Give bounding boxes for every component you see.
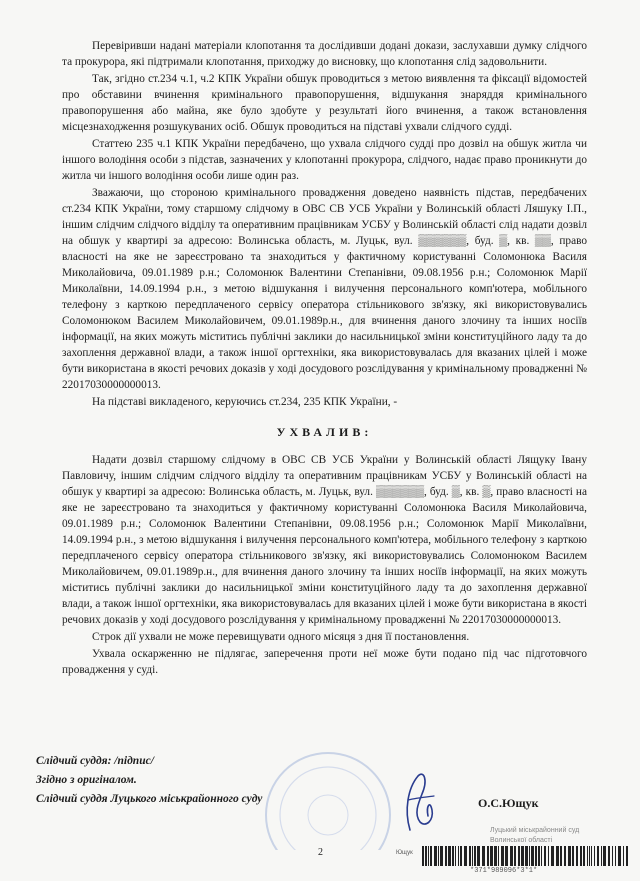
barcode-bar xyxy=(608,846,610,866)
court-stamp-line-1: Луцький міськрайонний суд xyxy=(490,827,580,834)
barcode-bar xyxy=(445,846,447,866)
barcode-bar xyxy=(525,846,528,866)
barcode-bar xyxy=(477,846,480,866)
paragraph-ruling-1: Надати дозвіл старшому слідчому в ОВС СВ УСБ України у Волинській області Лящуку Івану Павловичу, іншим слідчим слідчого відділу та оперативним працівникам УСБУ у Волинській області на обшук у квартирі за адресою: Волинська область, м. Луцьк, вул. ▒▒▒▒▒▒, буд. ▒, кв. ▒, право власності на яке не зареєстровано та знаходиться у фактичному користуванні Соломонюка Василя Миколайовича, 09.01.1989 р.н.; Соломонюк Валентини Степанівни, 09.08.1956 р.н.; Соломонюк Марії Миколаївни, 14.09.1994 р.н., з метою відшукання і вилучення персонального комп'ютера, мобільного телефону з карткою передплаченого сервісу оператора стільникового зв'язку, які використовувались Соломонюком Василем Миколайовичем, 09.01.1989р.н., для вчинення даного злочину та інших носіїв інформації, на яких можуть міститись публічні заклики до насильницької зміни конституційного ладу та до захоплення державної влади, а також іншої оргтехніки, яка використовувалась для вказаних цілей і може бути використана в якості речових доказів у ході досудового розслідування у кримінальному провадженні № 22017030000000013. xyxy=(62,454,587,626)
judge-name: О.С.Ющук xyxy=(478,796,539,810)
handwritten-signature xyxy=(400,770,440,835)
barcode-icon xyxy=(420,846,632,868)
signature-line-certified: Згідно з оригіналом. xyxy=(36,774,137,786)
barcode-bar xyxy=(556,846,559,866)
barcode-bar xyxy=(425,846,427,866)
court-stamp-text xyxy=(490,826,579,846)
page-number: 2 xyxy=(318,847,323,858)
barcode-bar xyxy=(474,846,476,866)
barcode-bar xyxy=(538,846,540,866)
barcode-bar xyxy=(487,846,489,866)
signature-line-court: Слідчий суддя Луцького міськрайонного суду xyxy=(36,793,263,805)
barcode-bar xyxy=(583,846,585,866)
barcode-bar xyxy=(626,846,628,866)
ruling-heading: УХВАЛИВ: xyxy=(276,425,373,439)
barcode-bar xyxy=(482,846,485,866)
barcode-bar xyxy=(430,846,432,866)
barcode-bar xyxy=(623,846,624,866)
paragraph-ruling-2: Строк дії ухвали не може перевищувати одного місяця з дня її постановлення. xyxy=(92,631,470,643)
barcode-bar xyxy=(603,846,606,866)
barcode-bar xyxy=(560,846,562,866)
signature-block xyxy=(36,752,262,809)
court-stamp-line-2: Волинської області xyxy=(490,837,553,844)
barcode-bar xyxy=(589,846,590,866)
barcode-bar xyxy=(612,846,613,866)
barcode-bar xyxy=(452,846,454,866)
paragraph-ruling-3: Ухвала оскарженню не підлягає, заперечення проти неї може бути подано під час підготовчого провадження у суді. xyxy=(62,648,587,676)
barcode-bar xyxy=(518,846,520,866)
barcode-bar xyxy=(529,846,530,866)
barcode-bar xyxy=(458,846,459,866)
barcode-bar xyxy=(464,846,467,866)
barcode-bar xyxy=(597,846,599,866)
barcode-bar xyxy=(448,846,451,866)
court-seal-icon xyxy=(248,745,408,850)
barcode-bar xyxy=(531,846,534,866)
barcode-code: *371*989096*3*1* xyxy=(470,867,538,875)
paragraph-intro-3: Статтею 235 ч.1 КПК України передбачено, що ухвала слідчого судді про дозвіл на обшук житла чи іншого володіння особи з підстав, зазначених у клопотанні прокурора, слідчого, надає право проникнути до житла чи іншого володіння особи лише один раз. xyxy=(62,138,587,182)
barcode-bar xyxy=(434,846,437,866)
barcode-bar xyxy=(494,846,497,866)
barcode-bar xyxy=(428,846,429,866)
barcode-bar xyxy=(460,846,462,866)
barcode-bar xyxy=(576,846,578,866)
paragraph-intro-2: Так, згідно ст.234 ч.1, ч.2 КПК України обшук проводиться з метою виявлення та фіксації відомостей про обставини вчинення кримінального правопорушення, відшукання знаряддя кримінального правопорушення або майна, яке було здобуте у результаті його вчинення, а також встановлення місцезнаходження розшукуваних осіб. Обшук проводиться на підставі ухвали слідчого судді. xyxy=(62,73,587,133)
barcode-bar xyxy=(580,846,582,866)
barcode-bar xyxy=(618,846,621,866)
barcode-bar xyxy=(548,846,549,866)
barcode-bar xyxy=(587,846,588,866)
barcode-bar xyxy=(615,846,616,866)
barcode-bar xyxy=(544,846,546,866)
barcode-bar xyxy=(594,846,595,866)
barcode-bar xyxy=(551,846,554,866)
barcode-bar xyxy=(510,846,513,866)
barcode-bar xyxy=(455,846,456,866)
barcode-bar xyxy=(591,846,592,866)
paragraph-intro-4: Зважаючи, що стороною кримінального провадження доведено наявність підстав, передбачених ст.234 КПК України, тому старшому слідчому в ОВС СВ УСБ України у Волинській області Ляшуку І.П., іншим слідчим слідчого відділу та оперативним працівникам УСБУ у Волинській області слід надати дозвіл на обшук у квартирі за адресою: Волинська область, м. Луцьк, вул. ▒▒▒▒▒▒, буд. ▒, кв. ▒▒, право власності на яке не зареєстровано та знаходиться у фактичному користуванні Соломонюка Василя Миколайовича, 09.01.1989 р.н.; Соломонюк Валентини Степанівни, 09.08.1956 р.н.; Соломонюк Марії Миколаївни, 14.09.1994 р.н., з метою відшукання і вилучення персонального комп'ютера, мобільного телефону з карткою передплаченого сервісу оператора стільникового зв'язку, які використовувались Соломонюком Василем Миколайовичем, 09.01.1989р.н., для вчинення даного злочину та інших носіїв інформації, на яких можуть міститись публічні заклики до насильницької зміни конституційного ладу та до захоплення державної влади, а також іншої оргтехніки, яка використовувалась для вказаних цілей і може бути використана в якості речових доказів у ході досудового розслідування у кримінальному провадженні № 22017030000000013. xyxy=(62,187,587,391)
document-body xyxy=(62,38,587,679)
barcode-bar xyxy=(440,846,443,866)
barcode-bar xyxy=(568,846,571,866)
barcode-bar xyxy=(514,846,516,866)
barcode-bar xyxy=(498,846,499,866)
barcode-bar xyxy=(535,846,537,866)
barcode-bar xyxy=(572,846,574,866)
barcode-bar xyxy=(505,846,508,866)
barcode-bar xyxy=(469,846,471,866)
barcode-bar xyxy=(501,846,504,866)
barcode-bar xyxy=(472,846,473,866)
barcode-bar xyxy=(422,846,424,866)
barcode-bar xyxy=(490,846,493,866)
barcode-bar xyxy=(438,846,439,866)
barcode-bar xyxy=(521,846,524,866)
barcode-bar xyxy=(541,846,542,866)
barcode-bar xyxy=(564,846,566,866)
barcode-prefix: Ющук xyxy=(396,850,413,856)
paragraph-intro-5: На підставі викладеного, керуючись ст.234, 235 КПК України, - xyxy=(92,396,398,408)
barcode-bar xyxy=(601,846,602,866)
paragraph-intro-1: Перевіривши надані матеріали клопотання та дослідивши додані докази, заслухавши думку слідчого та прокурора, які підтримали клопотання, приходжу до висновку, що клопотання слід задовольнити. xyxy=(62,40,587,68)
signature-line-judge: Слідчий суддя: /підпис/ xyxy=(36,755,154,767)
